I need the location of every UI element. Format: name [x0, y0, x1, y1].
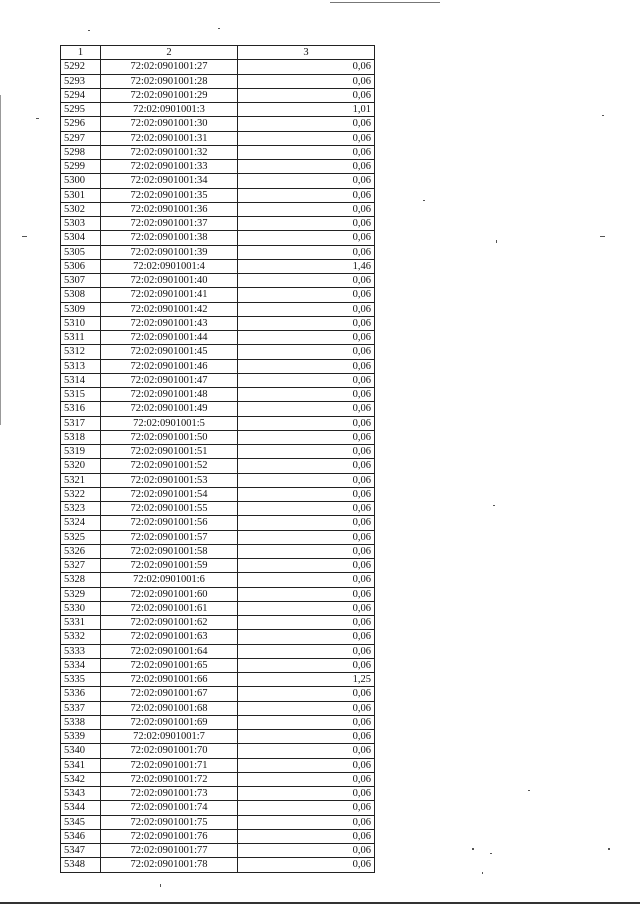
row-number: 5326 [61, 544, 101, 558]
cadastral-number: 72:02:0901001:53 [101, 473, 238, 487]
value-cell: 0,06 [238, 573, 375, 587]
row-number: 5293 [61, 74, 101, 88]
row-number: 5302 [61, 202, 101, 216]
value-cell: 1,46 [238, 259, 375, 273]
value-cell: 0,06 [238, 701, 375, 715]
value-cell: 0,06 [238, 487, 375, 501]
table-row [61, 160, 375, 174]
row-number: 5331 [61, 616, 101, 630]
cadastral-number: 72:02:0901001:47 [101, 373, 238, 387]
cadastral-number: 72:02:0901001:30 [101, 117, 238, 131]
row-number: 5296 [61, 117, 101, 131]
value-cell: 0,06 [238, 274, 375, 288]
scan-speck [472, 848, 474, 850]
table-row [61, 601, 375, 615]
value-cell: 0,06 [238, 316, 375, 330]
cadastral-number: 72:02:0901001:64 [101, 644, 238, 658]
cadastral-number: 72:02:0901001:40 [101, 274, 238, 288]
cadastral-number: 72:02:0901001:7 [101, 730, 238, 744]
table-row [61, 74, 375, 88]
table-row [61, 202, 375, 216]
table-row [61, 259, 375, 273]
table-row [61, 274, 375, 288]
table-row [61, 544, 375, 558]
row-number: 5321 [61, 473, 101, 487]
value-cell: 0,06 [238, 644, 375, 658]
row-number: 5315 [61, 388, 101, 402]
value-cell: 0,06 [238, 302, 375, 316]
table-row [61, 487, 375, 501]
value-cell: 0,06 [238, 88, 375, 102]
value-cell: 0,06 [238, 559, 375, 573]
value-cell: 0,06 [238, 160, 375, 174]
cadastral-number: 72:02:0901001:60 [101, 587, 238, 601]
value-cell: 0,06 [238, 288, 375, 302]
cadastral-number: 72:02:0901001:37 [101, 217, 238, 231]
value-cell: 0,06 [238, 74, 375, 88]
table-row [61, 288, 375, 302]
row-number: 5318 [61, 430, 101, 444]
scan-artifact-left-edge [0, 95, 1, 425]
row-number: 5297 [61, 131, 101, 145]
cadastral-number: 72:02:0901001:71 [101, 758, 238, 772]
row-number: 5346 [61, 829, 101, 843]
cadastral-number: 72:02:0901001:78 [101, 858, 238, 872]
table-row [61, 559, 375, 573]
cadastral-number: 72:02:0901001:27 [101, 60, 238, 74]
table-row [61, 217, 375, 231]
row-number: 5323 [61, 502, 101, 516]
scan-artifact-bottom-line [0, 902, 640, 904]
table-row [61, 331, 375, 345]
row-number: 5292 [61, 60, 101, 74]
row-number: 5319 [61, 445, 101, 459]
cadastral-number: 72:02:0901001:34 [101, 174, 238, 188]
table-row [61, 416, 375, 430]
cadastral-number: 72:02:0901001:52 [101, 459, 238, 473]
table-row [61, 616, 375, 630]
row-number: 5306 [61, 259, 101, 273]
column-header-3: 3 [238, 46, 375, 60]
table-row [61, 88, 375, 102]
scan-speck [493, 505, 495, 506]
table-row [61, 730, 375, 744]
cadastral-number: 72:02:0901001:3 [101, 103, 238, 117]
value-cell: 0,06 [238, 117, 375, 131]
cadastral-number: 72:02:0901001:65 [101, 658, 238, 672]
value-cell: 0,06 [238, 416, 375, 430]
cadastral-number: 72:02:0901001:33 [101, 160, 238, 174]
row-number: 5338 [61, 715, 101, 729]
cadastral-number: 72:02:0901001:74 [101, 801, 238, 815]
row-number: 5348 [61, 858, 101, 872]
cadastral-number: 72:02:0901001:59 [101, 559, 238, 573]
value-cell: 0,06 [238, 217, 375, 231]
scan-speck [496, 240, 497, 243]
scan-speck [88, 30, 90, 31]
cadastral-number: 72:02:0901001:43 [101, 316, 238, 330]
row-number: 5341 [61, 758, 101, 772]
row-number: 5335 [61, 673, 101, 687]
row-number: 5342 [61, 772, 101, 786]
table-row [61, 858, 375, 872]
table-row [61, 445, 375, 459]
cadastral-number: 72:02:0901001:57 [101, 530, 238, 544]
table-row [61, 787, 375, 801]
table-row [61, 231, 375, 245]
table-row [61, 530, 375, 544]
value-cell: 0,06 [238, 345, 375, 359]
cadastral-number: 72:02:0901001:28 [101, 74, 238, 88]
value-cell: 0,06 [238, 815, 375, 829]
value-cell: 0,06 [238, 844, 375, 858]
row-number: 5311 [61, 331, 101, 345]
cadastral-number: 72:02:0901001:44 [101, 331, 238, 345]
value-cell: 0,06 [238, 459, 375, 473]
value-cell: 0,06 [238, 801, 375, 815]
table-row [61, 744, 375, 758]
table-row [61, 687, 375, 701]
row-number: 5337 [61, 701, 101, 715]
cadastral-number: 72:02:0901001:62 [101, 616, 238, 630]
cadastral-number: 72:02:0901001:46 [101, 359, 238, 373]
cadastral-number: 72:02:0901001:75 [101, 815, 238, 829]
value-cell: 0,06 [238, 587, 375, 601]
scan-speck [600, 236, 605, 237]
value-cell: 0,06 [238, 829, 375, 843]
column-header-1: 1 [61, 46, 101, 60]
row-number: 5322 [61, 487, 101, 501]
cadastral-number: 72:02:0901001:48 [101, 388, 238, 402]
table-row [61, 801, 375, 815]
cadastral-number: 72:02:0901001:35 [101, 188, 238, 202]
value-cell: 0,06 [238, 687, 375, 701]
value-cell: 0,06 [238, 373, 375, 387]
table-row [61, 103, 375, 117]
table-row [61, 359, 375, 373]
cadastral-number: 72:02:0901001:68 [101, 701, 238, 715]
table-row [61, 715, 375, 729]
scan-speck [490, 853, 492, 854]
table-row [61, 145, 375, 159]
table-row [61, 473, 375, 487]
value-cell: 0,06 [238, 388, 375, 402]
value-cell: 0,06 [238, 544, 375, 558]
row-number: 5305 [61, 245, 101, 259]
column-header-2: 2 [101, 46, 238, 60]
table-row [61, 844, 375, 858]
row-number: 5328 [61, 573, 101, 587]
scan-speck [22, 236, 27, 237]
cadastral-number: 72:02:0901001:29 [101, 88, 238, 102]
cadastral-number: 72:02:0901001:72 [101, 772, 238, 786]
value-cell: 0,06 [238, 331, 375, 345]
row-number: 5336 [61, 687, 101, 701]
value-cell: 0,06 [238, 758, 375, 772]
cadastral-number: 72:02:0901001:42 [101, 302, 238, 316]
table-row [61, 587, 375, 601]
row-number: 5304 [61, 231, 101, 245]
table-row [61, 402, 375, 416]
row-number: 5303 [61, 217, 101, 231]
table-row [61, 188, 375, 202]
table-row [61, 644, 375, 658]
table-row [61, 772, 375, 786]
value-cell: 0,06 [238, 430, 375, 444]
cadastral-number: 72:02:0901001:56 [101, 516, 238, 530]
row-number: 5327 [61, 559, 101, 573]
value-cell: 0,06 [238, 502, 375, 516]
cadastral-number: 72:02:0901001:50 [101, 430, 238, 444]
value-cell: 0,06 [238, 359, 375, 373]
scan-speck [608, 848, 610, 850]
table-row [61, 829, 375, 843]
table-row [61, 502, 375, 516]
value-cell: 0,06 [238, 473, 375, 487]
table-row [61, 459, 375, 473]
row-number: 5332 [61, 630, 101, 644]
value-cell: 0,06 [238, 715, 375, 729]
table-header-row [61, 46, 375, 60]
row-number: 5329 [61, 587, 101, 601]
table-row [61, 117, 375, 131]
value-cell: 0,06 [238, 60, 375, 74]
cadastral-number: 72:02:0901001:51 [101, 445, 238, 459]
scan-speck [528, 790, 530, 791]
row-number: 5310 [61, 316, 101, 330]
value-cell: 0,06 [238, 616, 375, 630]
table-row [61, 673, 375, 687]
value-cell: 0,06 [238, 601, 375, 615]
value-cell: 0,06 [238, 188, 375, 202]
table-row [61, 516, 375, 530]
value-cell: 0,06 [238, 402, 375, 416]
cadastral-number: 72:02:0901001:41 [101, 288, 238, 302]
table-row [61, 316, 375, 330]
cadastral-number: 72:02:0901001:38 [101, 231, 238, 245]
row-number: 5308 [61, 288, 101, 302]
row-number: 5299 [61, 160, 101, 174]
row-number: 5347 [61, 844, 101, 858]
row-number: 5309 [61, 302, 101, 316]
table-row [61, 630, 375, 644]
value-cell: 0,06 [238, 787, 375, 801]
scan-artifact-top-line [330, 2, 440, 3]
row-number: 5340 [61, 744, 101, 758]
scan-speck [218, 28, 220, 29]
cadastral-number: 72:02:0901001:63 [101, 630, 238, 644]
table-row [61, 815, 375, 829]
cadastral-number: 72:02:0901001:36 [101, 202, 238, 216]
row-number: 5330 [61, 601, 101, 615]
cadastral-number: 72:02:0901001:67 [101, 687, 238, 701]
row-number: 5317 [61, 416, 101, 430]
scan-speck [482, 872, 483, 874]
row-number: 5345 [61, 815, 101, 829]
table-row [61, 245, 375, 259]
row-number: 5295 [61, 103, 101, 117]
value-cell: 0,06 [238, 145, 375, 159]
cadastral-number: 72:02:0901001:39 [101, 245, 238, 259]
value-cell: 0,06 [238, 530, 375, 544]
scan-speck [36, 118, 39, 119]
row-number: 5301 [61, 188, 101, 202]
table-row [61, 430, 375, 444]
table-row [61, 701, 375, 715]
row-number: 5343 [61, 787, 101, 801]
row-number: 5333 [61, 644, 101, 658]
table-row [61, 131, 375, 145]
value-cell: 0,06 [238, 174, 375, 188]
value-cell: 0,06 [238, 858, 375, 872]
value-cell: 0,06 [238, 202, 375, 216]
cadastral-number: 72:02:0901001:61 [101, 601, 238, 615]
row-number: 5325 [61, 530, 101, 544]
value-cell: 0,06 [238, 131, 375, 145]
value-cell: 0,06 [238, 772, 375, 786]
table-body [61, 60, 375, 872]
table-row [61, 345, 375, 359]
row-number: 5324 [61, 516, 101, 530]
row-number: 5298 [61, 145, 101, 159]
cadastral-number: 72:02:0901001:77 [101, 844, 238, 858]
row-number: 5314 [61, 373, 101, 387]
row-number: 5307 [61, 274, 101, 288]
cadastral-number: 72:02:0901001:4 [101, 259, 238, 273]
value-cell: 0,06 [238, 658, 375, 672]
cadastral-number: 72:02:0901001:49 [101, 402, 238, 416]
row-number: 5313 [61, 359, 101, 373]
scan-speck [602, 115, 604, 116]
row-number: 5300 [61, 174, 101, 188]
scan-speck [160, 884, 161, 887]
cadastral-number: 72:02:0901001:32 [101, 145, 238, 159]
table-row [61, 302, 375, 316]
table-row [61, 174, 375, 188]
cadastral-number: 72:02:0901001:6 [101, 573, 238, 587]
row-number: 5312 [61, 345, 101, 359]
table-row [61, 573, 375, 587]
value-cell: 0,06 [238, 231, 375, 245]
cadastral-number: 72:02:0901001:76 [101, 829, 238, 843]
table-row [61, 373, 375, 387]
value-cell: 0,06 [238, 445, 375, 459]
table-row [61, 658, 375, 672]
cadastral-number: 72:02:0901001:73 [101, 787, 238, 801]
value-cell: 1,25 [238, 673, 375, 687]
cadastral-number: 72:02:0901001:45 [101, 345, 238, 359]
cadastral-number: 72:02:0901001:5 [101, 416, 238, 430]
value-cell: 0,06 [238, 730, 375, 744]
row-number: 5334 [61, 658, 101, 672]
cadastral-number: 72:02:0901001:66 [101, 673, 238, 687]
cadastral-number: 72:02:0901001:31 [101, 131, 238, 145]
value-cell: 0,06 [238, 245, 375, 259]
scan-speck [423, 200, 425, 201]
table-row [61, 758, 375, 772]
value-cell: 0,06 [238, 744, 375, 758]
cadastral-number: 72:02:0901001:54 [101, 487, 238, 501]
cadastral-number: 72:02:0901001:69 [101, 715, 238, 729]
row-number: 5339 [61, 730, 101, 744]
table-row [61, 388, 375, 402]
cadastral-number: 72:02:0901001:55 [101, 502, 238, 516]
row-number: 5294 [61, 88, 101, 102]
value-cell: 0,06 [238, 630, 375, 644]
row-number: 5344 [61, 801, 101, 815]
value-cell: 0,06 [238, 516, 375, 530]
cadastral-number: 72:02:0901001:70 [101, 744, 238, 758]
table-row [61, 60, 375, 74]
value-cell: 1,01 [238, 103, 375, 117]
cadastral-number: 72:02:0901001:58 [101, 544, 238, 558]
parcel-table [60, 45, 375, 873]
row-number: 5320 [61, 459, 101, 473]
row-number: 5316 [61, 402, 101, 416]
